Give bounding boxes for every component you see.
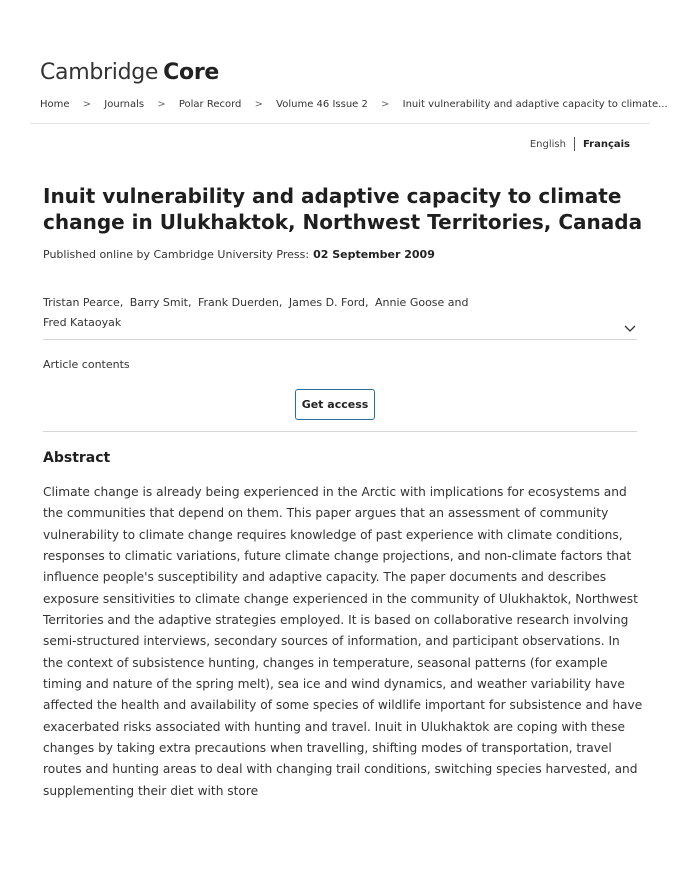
- cambridge-core-logo[interactable]: [40, 60, 219, 85]
- chevron-down-icon[interactable]: [623, 322, 637, 334]
- get-access-button[interactable]: Get access: [295, 389, 375, 420]
- header-divider: [30, 123, 650, 124]
- author-link[interactable]: Fred Kataoyak: [43, 316, 122, 329]
- breadcrumb-journal[interactable]: Polar Record: [178, 99, 242, 110]
- section-divider: [43, 339, 637, 340]
- abstract-text: Climate change is already being experienced in the Arctic with implications for ecosystems and the communities that depend on them. This paper argues that an assessment of community vulnerability to climate change requires knowledge of past experience with climate conditions, responses to climatic variations, future climate change projections, and non-climate factors that influence people's susceptibility and adaptive capacity. The paper documents and describes exposure sensitivities to climate change experienced in the community of Ulukhaktok, Northwest Territories and the adaptive strategies employed. It is based on collaborative research involving semi-structured interviews, secondary sources of information, and participant observations. In the context of subsistence hunting, changes in temperature, seasonal patterns (for example timing and nature of the spring melt), sea ice and wind dynamics, and weather variability have affected the health and availability of some species of wildlife important for subsistence and have exacerbated risks associated with hunting and travel. Inuit in Ulukhaktok are coping with these changes by taking extra precautions when travelling, shifting modes of transportation, travel routes and hunting areas to deal with changing trail conditions, switching species harvested, and supplementing their diet with store: [43, 485, 643, 798]
- author-list: [43, 293, 473, 333]
- logo-brand: Cambridge: [40, 60, 159, 85]
- published-label: Published online by Cambridge University Press:: [43, 248, 310, 261]
- author-link[interactable]: James D. Ford,: [288, 296, 369, 309]
- lang-divider: [574, 137, 575, 151]
- breadcrumb-separator: >: [254, 99, 263, 110]
- author-link[interactable]: Frank Duerden,: [198, 296, 283, 309]
- logo-product: Core: [163, 60, 220, 85]
- breadcrumb: [40, 99, 668, 110]
- breadcrumb-home[interactable]: Home: [40, 99, 70, 110]
- breadcrumb-journals[interactable]: Journals: [104, 99, 145, 110]
- section-divider: [43, 431, 637, 432]
- article-title: Inuit vulnerability and adaptive capacity to climate change in Ulukhaktok, Northwest Territories, Canada: [43, 184, 643, 234]
- published-info: [43, 248, 435, 261]
- lang-french[interactable]: Français: [582, 138, 630, 150]
- author-link[interactable]: Annie Goose and: [375, 296, 469, 309]
- published-date: 02 September 2009: [313, 248, 435, 261]
- breadcrumb-separator: >: [381, 99, 390, 110]
- author-link[interactable]: Barry Smit,: [129, 296, 192, 309]
- lang-english[interactable]: English: [529, 138, 566, 150]
- article-contents-toggle[interactable]: Article contents: [43, 358, 130, 371]
- breadcrumb-issue[interactable]: Volume 46 Issue 2: [276, 99, 368, 110]
- abstract-heading: Abstract: [43, 450, 111, 466]
- breadcrumb-current: Inuit vulnerability and adaptive capacity to climate...: [402, 99, 668, 110]
- breadcrumb-separator: >: [82, 99, 92, 110]
- author-link[interactable]: Tristan Pearce,: [43, 296, 124, 309]
- language-switcher: [530, 137, 630, 151]
- breadcrumb-separator: >: [157, 99, 166, 110]
